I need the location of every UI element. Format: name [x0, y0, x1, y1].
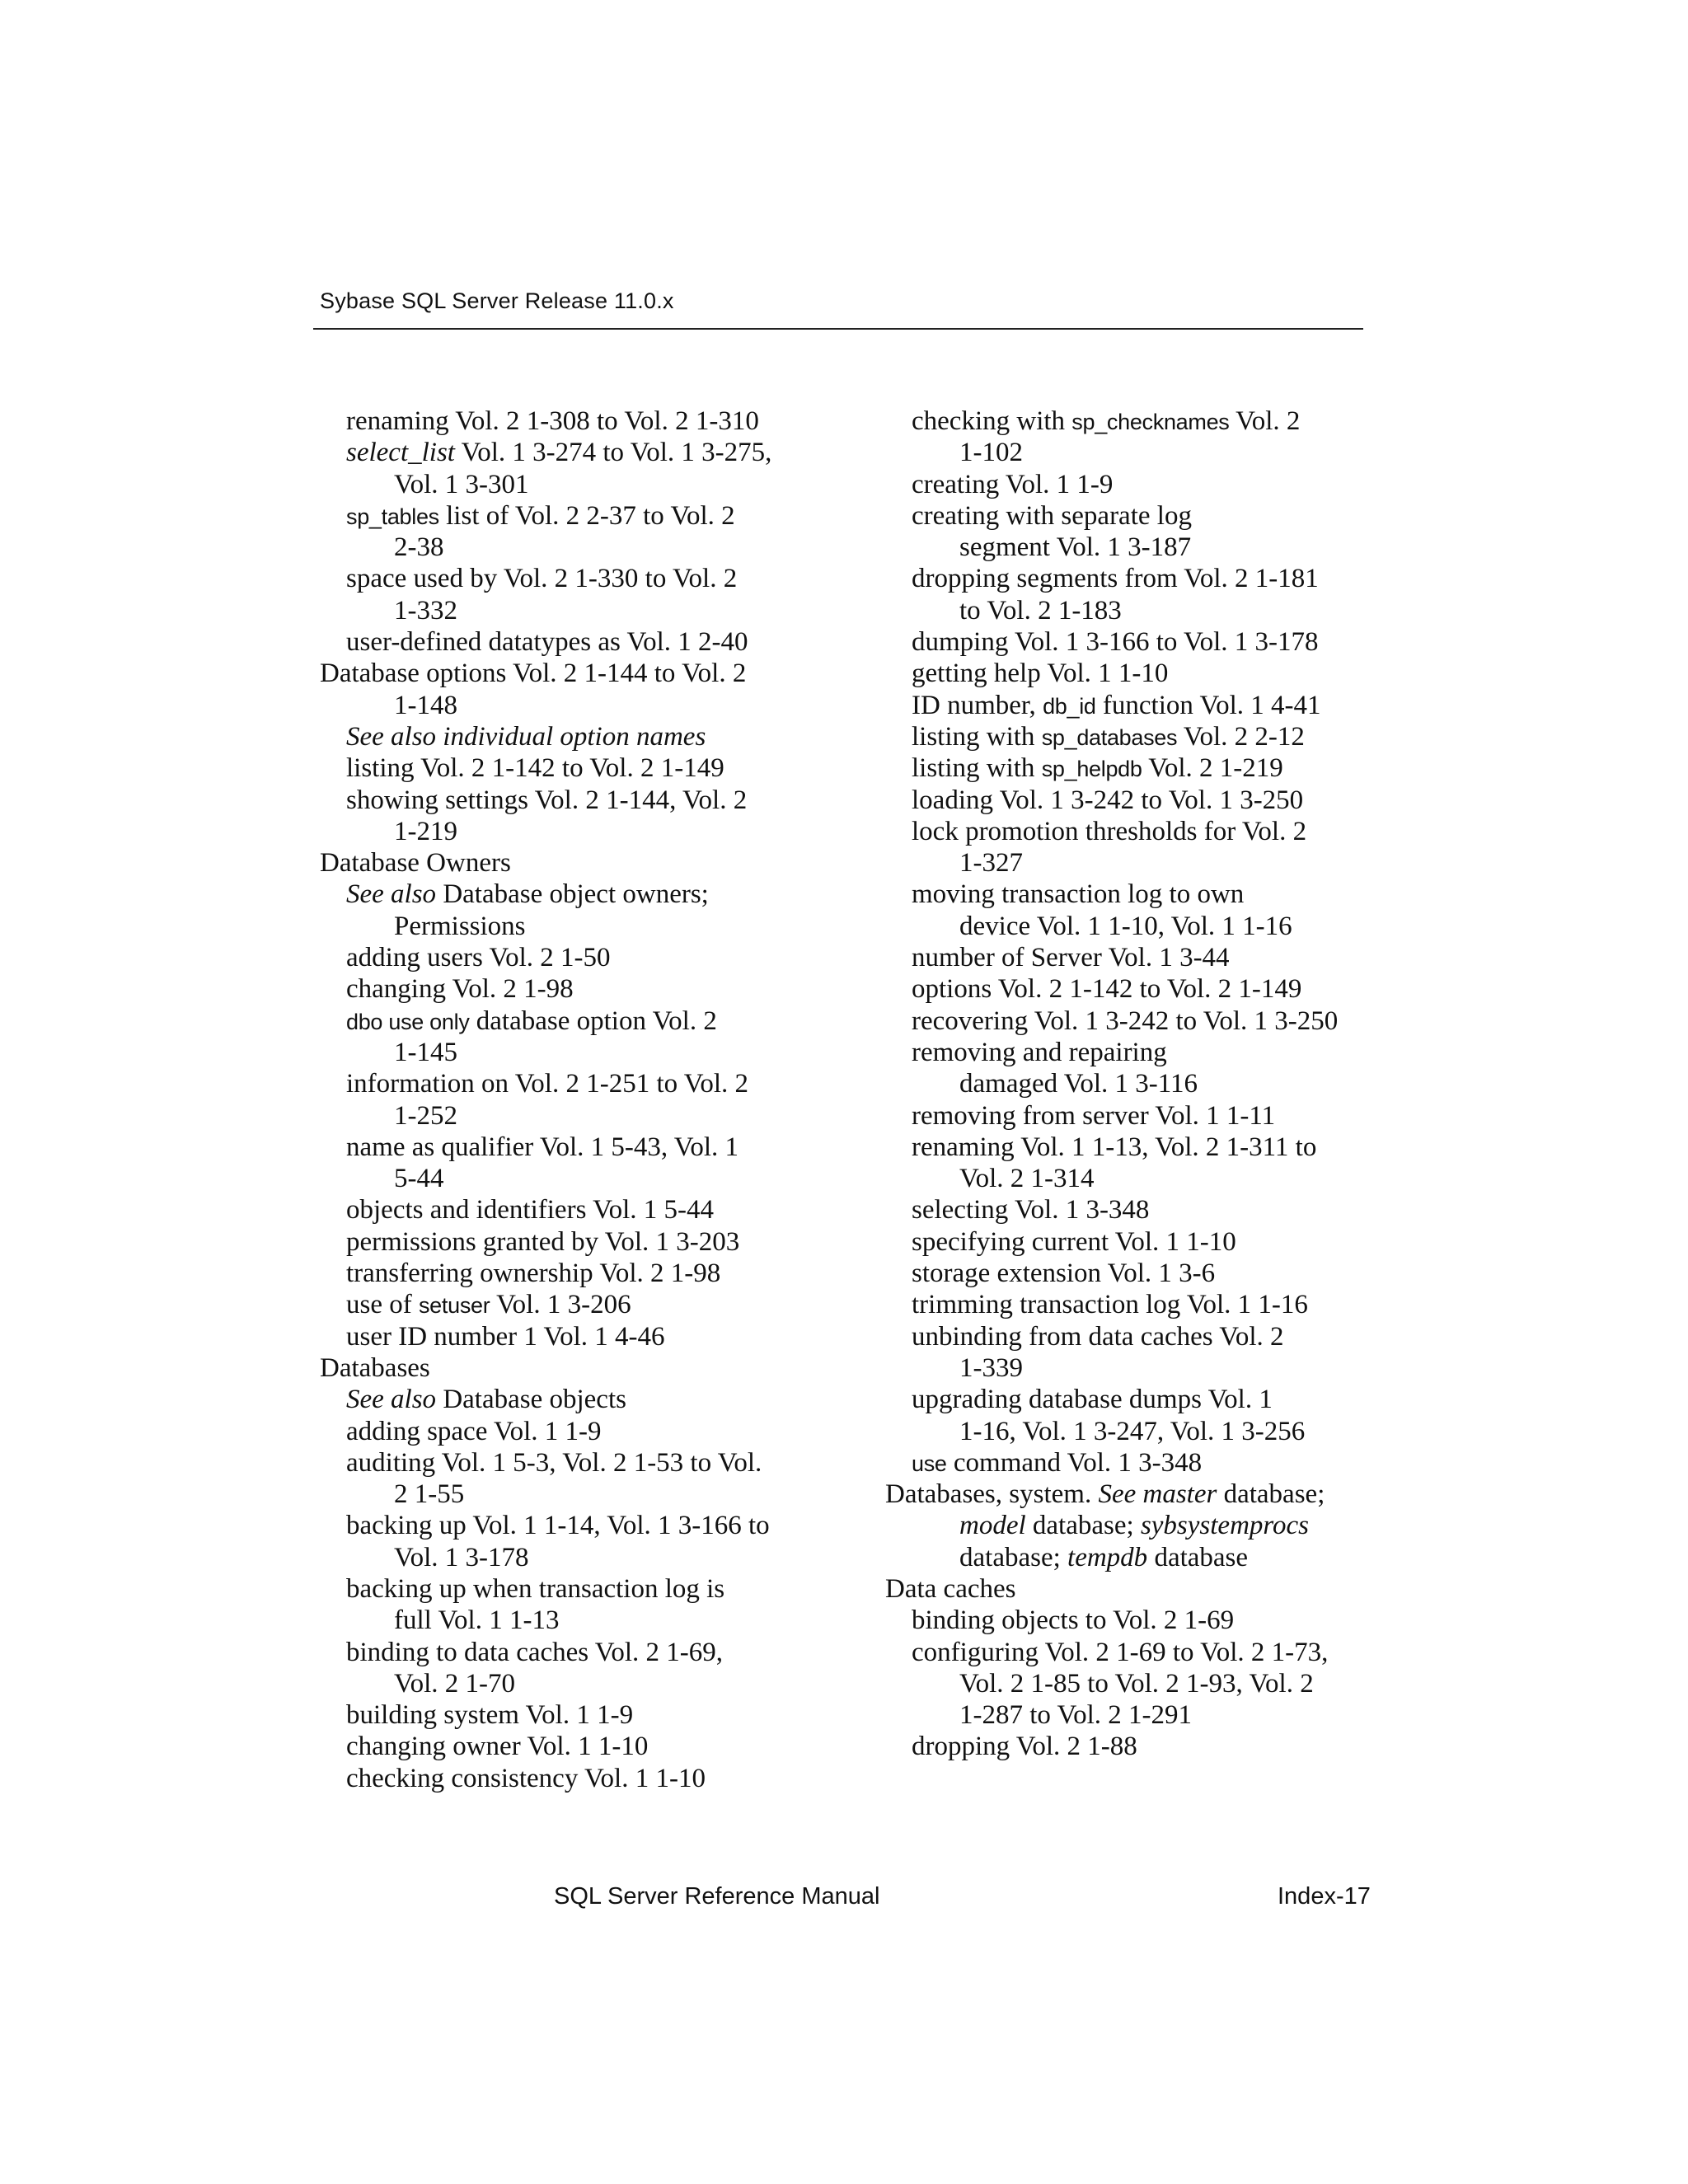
index-italic-text: model	[959, 1511, 1026, 1541]
index-line	[320, 405, 889, 437]
index-text: adding space Vol. 1 1-9	[346, 1416, 602, 1446]
index-text: configuring Vol. 2 1-69 to Vol. 2 1-73,	[912, 1637, 1329, 1667]
index-line	[885, 1005, 1454, 1037]
index-text: creating with separate log	[912, 500, 1192, 531]
index-line	[885, 690, 1454, 721]
index-line	[885, 1699, 1454, 1731]
index-line	[885, 437, 1454, 468]
index-text: creating Vol. 1 1-9	[912, 469, 1114, 499]
index-line	[320, 1068, 889, 1099]
index-line	[320, 1416, 889, 1447]
index-text: use of	[346, 1290, 419, 1320]
index-command-text: db_id	[1043, 693, 1096, 719]
index-text: auditing Vol. 1 5-3, Vol. 2 1-53 to Vol.	[346, 1447, 762, 1478]
index-line	[885, 1226, 1454, 1258]
index-line	[320, 1605, 889, 1636]
index-italic-text: See also	[346, 879, 437, 910]
index-text: backing up when transaction log is	[346, 1573, 725, 1604]
index-line	[885, 879, 1454, 910]
index-command-text: sp_databases	[1041, 724, 1178, 750]
index-line	[320, 1510, 889, 1541]
index-italic-text: See also individual option names	[346, 721, 706, 752]
index-line	[320, 1321, 889, 1352]
index-text: moving transaction log to own	[912, 879, 1245, 910]
index-text: selecting Vol. 1 3-348	[912, 1195, 1150, 1226]
index-text: getting help Vol. 1 1-10	[912, 658, 1169, 689]
index-line	[320, 563, 889, 594]
index-line	[320, 942, 889, 973]
index-text: function Vol. 1 4-41	[1095, 690, 1321, 720]
index-line	[320, 1194, 889, 1226]
index-text: 1-287 to Vol. 2 1-291	[959, 1700, 1193, 1731]
index-text: listing with	[912, 721, 1042, 752]
index-text: binding to data caches Vol. 2 1-69,	[346, 1637, 724, 1667]
index-italic-text: See also	[346, 1385, 437, 1415]
index-text: 2-38	[394, 532, 444, 563]
index-text: listing with	[912, 753, 1042, 784]
header-rule	[313, 328, 1363, 330]
index-text: dumping Vol. 1 3-166 to Vol. 1 3-178	[912, 627, 1319, 658]
index-text: adding users Vol. 2 1-50	[346, 943, 611, 973]
index-line	[885, 942, 1454, 973]
index-italic-text: sybsystemprocs	[1140, 1511, 1310, 1541]
index-line	[320, 469, 889, 500]
index-command-text: use	[912, 1451, 947, 1476]
index-text: showing settings Vol. 2 1-144, Vol. 2	[346, 785, 748, 815]
index-text: Vol. 1 3-301	[394, 469, 529, 499]
index-line	[320, 595, 889, 626]
index-line	[885, 595, 1454, 626]
index-column-right	[885, 405, 1454, 1763]
index-text: Vol. 2 1-219	[1142, 753, 1283, 784]
index-text: device Vol. 1 1-10, Vol. 1 1-16	[959, 911, 1292, 941]
index-text: database	[1147, 1542, 1249, 1572]
index-text: information on Vol. 2 1-251 to Vol. 2	[346, 1069, 749, 1099]
index-line	[885, 816, 1454, 847]
index-italic-text: See master	[1098, 1479, 1217, 1510]
index-column-left	[320, 405, 889, 1794]
index-line	[885, 1163, 1454, 1194]
index-line	[320, 879, 889, 910]
index-line	[885, 1321, 1454, 1352]
index-text: list of Vol. 2 2-37 to Vol. 2	[438, 500, 735, 531]
index-line	[885, 785, 1454, 816]
index-text: options Vol. 2 1-142 to Vol. 2 1-149	[912, 974, 1302, 1005]
index-line	[320, 658, 889, 689]
running-header: Sybase SQL Server Release 11.0.x	[320, 288, 674, 313]
index-text: renaming Vol. 2 1-308 to Vol. 2 1-310	[346, 406, 759, 436]
index-text: 1-327	[959, 848, 1023, 879]
index-line	[320, 1037, 889, 1068]
index-line	[885, 752, 1454, 784]
index-line	[885, 658, 1454, 689]
index-text: command Vol. 1 3-348	[946, 1447, 1203, 1478]
index-line	[320, 500, 889, 532]
index-line	[885, 1068, 1454, 1099]
index-text: binding objects to Vol. 2 1-69	[912, 1605, 1235, 1636]
index-text: database;	[959, 1542, 1068, 1572]
index-line	[885, 1416, 1454, 1447]
index-text: 1-252	[394, 1100, 457, 1131]
index-line	[320, 1573, 889, 1605]
index-line	[885, 469, 1454, 500]
index-text: dropping Vol. 2 1-88	[912, 1732, 1137, 1762]
footer-page-number: Index-17	[1278, 1883, 1371, 1910]
index-text: Vol. 2	[1229, 406, 1301, 436]
index-text: Vol. 1 3-206	[490, 1290, 631, 1320]
index-line	[320, 532, 889, 563]
index-line	[320, 1289, 889, 1320]
index-text: damaged Vol. 1 3-116	[959, 1069, 1198, 1099]
index-line	[885, 1542, 1454, 1573]
index-line	[320, 752, 889, 784]
index-line	[320, 1226, 889, 1258]
index-line	[320, 1258, 889, 1289]
index-line	[885, 973, 1454, 1005]
index-text: specifying current Vol. 1 1-10	[912, 1226, 1236, 1257]
index-text: Database objects	[436, 1385, 626, 1415]
index-line	[320, 1132, 889, 1163]
index-line	[320, 690, 889, 721]
index-line	[320, 973, 889, 1005]
index-line	[885, 1037, 1454, 1068]
index-text: ID number,	[912, 690, 1043, 720]
footer-manual-title: SQL Server Reference Manual	[554, 1883, 880, 1910]
index-text: transferring ownership Vol. 2 1-98	[346, 1258, 721, 1289]
index-line	[320, 1668, 889, 1699]
index-text: Databases, system.	[885, 1479, 1099, 1510]
index-text: 2 1-55	[394, 1479, 465, 1510]
index-line	[885, 1573, 1454, 1605]
index-text: loading Vol. 1 3-242 to Vol. 1 3-250	[912, 785, 1304, 815]
index-line	[320, 847, 889, 879]
index-command-text: sp_helpdb	[1041, 757, 1142, 782]
index-line	[885, 500, 1454, 532]
index-line	[885, 1447, 1454, 1479]
index-text: Database options Vol. 2 1-144 to Vol. 2	[320, 658, 747, 689]
index-text: segment Vol. 1 3-187	[959, 532, 1192, 563]
index-line	[885, 563, 1454, 594]
index-text: checking with	[912, 406, 1072, 436]
index-text: upgrading database dumps Vol. 1	[912, 1385, 1273, 1415]
index-text: 1-16, Vol. 1 3-247, Vol. 1 3-256	[959, 1416, 1306, 1446]
index-text: to Vol. 2 1-183	[959, 595, 1122, 626]
index-line	[320, 1731, 889, 1762]
index-text: 1-332	[394, 595, 457, 626]
index-line	[885, 1132, 1454, 1163]
index-line	[885, 405, 1454, 437]
index-text: Permissions	[394, 911, 526, 941]
index-line	[320, 1005, 889, 1037]
index-line	[885, 532, 1454, 563]
index-command-text: dbo use only	[346, 1009, 470, 1034]
index-text: removing from server Vol. 1 1-11	[912, 1100, 1276, 1131]
index-text: user ID number 1 Vol. 1 4-46	[346, 1321, 665, 1352]
index-line	[320, 1447, 889, 1479]
index-line	[320, 1699, 889, 1731]
index-text: lock promotion thresholds for Vol. 2	[912, 816, 1307, 846]
index-line	[320, 1163, 889, 1194]
index-line	[320, 1479, 889, 1510]
index-text: Databases	[320, 1352, 430, 1383]
index-line	[320, 1542, 889, 1573]
index-text: backing up Vol. 1 1-14, Vol. 1 3-166 to	[346, 1511, 770, 1541]
index-text: dropping segments from Vol. 2 1-181	[912, 564, 1319, 594]
index-line	[885, 721, 1454, 752]
index-text: 1-339	[959, 1352, 1023, 1383]
index-line	[885, 1605, 1454, 1636]
index-text: number of Server Vol. 1 3-44	[912, 943, 1230, 973]
index-text: 1-145	[394, 1037, 457, 1067]
index-text: Vol. 2 1-314	[959, 1164, 1095, 1194]
index-text: listing Vol. 2 1-142 to Vol. 2 1-149	[346, 753, 724, 784]
index-text: database option Vol. 2	[469, 1005, 717, 1036]
index-command-text: setuser	[418, 1293, 490, 1319]
index-command-text: sp_checknames	[1071, 410, 1230, 434]
index-text: checking consistency Vol. 1 1-10	[346, 1763, 706, 1793]
index-line	[320, 1100, 889, 1132]
index-text: Database object owners;	[436, 879, 709, 910]
index-text: objects and identifiers Vol. 1 5-44	[346, 1195, 715, 1226]
index-line	[885, 1352, 1454, 1384]
index-text: full Vol. 1 1-13	[394, 1605, 560, 1636]
index-line	[885, 1100, 1454, 1132]
index-italic-text: tempdb	[1067, 1542, 1148, 1572]
index-line	[320, 1384, 889, 1415]
index-text: Data caches	[885, 1573, 1016, 1604]
index-line	[320, 1352, 889, 1384]
index-text: Vol. 1 3-178	[394, 1542, 529, 1572]
index-line	[320, 816, 889, 847]
index-line	[320, 911, 889, 942]
index-text: renaming Vol. 1 1-13, Vol. 2 1-311 to	[912, 1132, 1317, 1162]
index-line	[885, 847, 1454, 879]
index-text: name as qualifier Vol. 1 5-43, Vol. 1	[346, 1132, 739, 1162]
index-text: 5-44	[394, 1164, 444, 1194]
index-text: 1-219	[394, 816, 457, 846]
index-text: building system Vol. 1 1-9	[346, 1700, 634, 1731]
index-line	[885, 1731, 1454, 1762]
index-text: user-defined datatypes as Vol. 1 2-40	[346, 627, 748, 658]
index-text: Database Owners	[320, 848, 511, 879]
index-text: changing owner Vol. 1 1-10	[346, 1732, 649, 1762]
index-text: Vol. 2 1-70	[394, 1668, 515, 1699]
index-line	[320, 721, 889, 752]
index-line	[320, 785, 889, 816]
index-line	[885, 1668, 1454, 1699]
index-command-text: sp_tables	[346, 504, 439, 529]
index-text: 1-102	[959, 438, 1023, 468]
index-text: recovering Vol. 1 3-242 to Vol. 1 3-250	[912, 1005, 1339, 1036]
index-text: Vol. 2 2-12	[1177, 721, 1305, 752]
index-line	[885, 1258, 1454, 1289]
index-line	[320, 1763, 889, 1794]
index-text: space used by Vol. 2 1-330 to Vol. 2	[346, 564, 738, 594]
index-text: 1-148	[394, 690, 457, 720]
index-text: changing Vol. 2 1-98	[346, 974, 574, 1005]
index-text: database;	[1025, 1511, 1141, 1541]
index-line	[885, 1194, 1454, 1226]
index-line	[885, 911, 1454, 942]
index-text: trimming transaction log Vol. 1 1-16	[912, 1290, 1308, 1320]
index-line	[885, 1479, 1454, 1510]
index-line	[320, 626, 889, 658]
index-text: Vol. 2 1-85 to Vol. 2 1-93, Vol. 2	[959, 1668, 1314, 1699]
index-text: storage extension Vol. 1 3-6	[912, 1258, 1216, 1289]
index-line	[885, 1384, 1454, 1415]
index-line	[885, 1289, 1454, 1320]
index-line	[885, 1510, 1454, 1541]
index-line	[885, 626, 1454, 658]
index-line	[885, 1637, 1454, 1668]
index-text: unbinding from data caches Vol. 2	[912, 1321, 1284, 1352]
index-italic-text: select_list	[346, 438, 455, 468]
index-text: database;	[1217, 1479, 1325, 1510]
index-text: permissions granted by Vol. 1 3-203	[346, 1226, 740, 1257]
index-text: removing and repairing	[912, 1037, 1167, 1067]
index-text: Vol. 1 3-274 to Vol. 1 3-275,	[454, 438, 772, 468]
index-line	[320, 1637, 889, 1668]
index-line	[320, 437, 889, 468]
